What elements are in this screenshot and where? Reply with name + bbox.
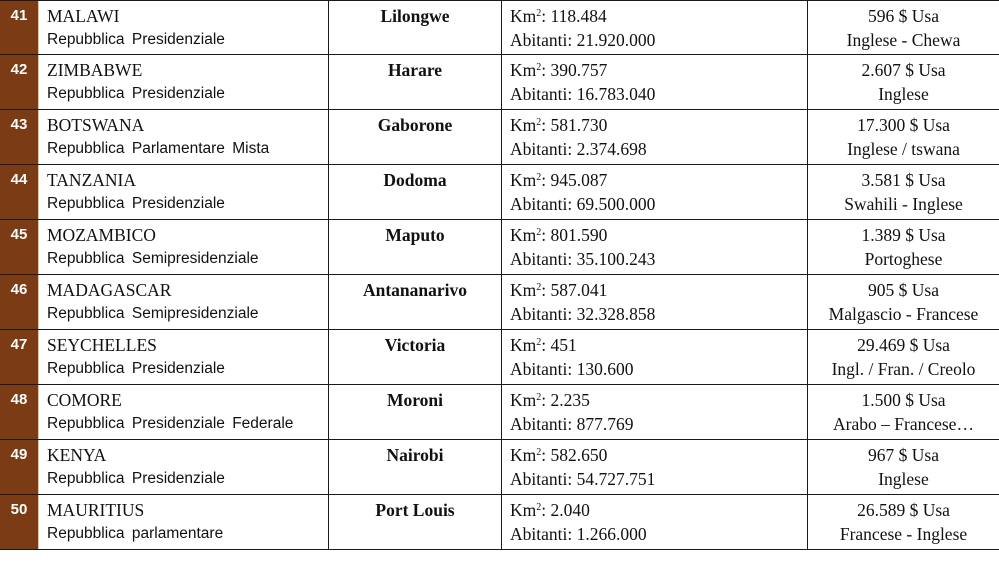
country-name: MAURITIUS [47, 500, 145, 520]
languages: Inglese [878, 469, 929, 489]
government-type: Repubblica Presidenziale [47, 85, 225, 102]
area-prefix: Km [510, 225, 537, 245]
stats-cell [502, 55, 808, 109]
country-cell [39, 330, 329, 384]
info-cell [808, 220, 999, 274]
table-row [0, 55, 999, 110]
row-number: 47 [0, 330, 39, 384]
row-number: 43 [0, 110, 39, 164]
stats-cell [502, 1, 808, 54]
info-cell [808, 440, 999, 494]
capital-name: Antananarivo [362, 280, 468, 300]
capital-cell [329, 220, 502, 274]
row-number: 49 [0, 440, 39, 494]
table-row [0, 220, 999, 275]
gdp-per-capita: 905 $ Usa [868, 280, 939, 300]
area-line [510, 223, 807, 247]
country-name: MALAWI [47, 6, 120, 26]
area-prefix: Km [510, 115, 537, 135]
area-superscript: 2 [536, 62, 542, 73]
country-cell [39, 440, 329, 494]
area-separator: : [541, 60, 551, 80]
capital-name: Maputo [385, 225, 445, 245]
stats-cell [502, 110, 808, 164]
capital-cell [329, 275, 502, 329]
info-cell [808, 275, 999, 329]
area-superscript: 2 [536, 282, 542, 293]
area-value: 390.757 [550, 60, 608, 80]
government-type: Repubblica Presidenziale [47, 31, 225, 48]
capital-cell [329, 440, 502, 494]
table-row [0, 385, 999, 440]
table-row [0, 110, 999, 165]
capital-name: Moroni [386, 390, 444, 410]
area-superscript: 2 [536, 117, 542, 128]
government-type: Repubblica Presidenziale [47, 195, 225, 212]
stats-cell [502, 385, 808, 439]
area-superscript: 2 [536, 447, 542, 458]
languages: Malgascio - Francese [828, 304, 979, 324]
population: Abitanti: 21.920.000 [510, 30, 656, 50]
population: Abitanti: 69.500.000 [510, 194, 656, 214]
languages: Portoghese [864, 249, 943, 269]
table-row [0, 165, 999, 220]
area-prefix: Km [510, 500, 537, 520]
country-cell [39, 220, 329, 274]
population: Abitanti: 877.769 [510, 414, 634, 434]
info-cell [808, 330, 999, 384]
area-superscript: 2 [536, 172, 542, 183]
languages: Inglese / tswana [847, 139, 960, 159]
area-prefix: Km [510, 60, 537, 80]
population: Abitanti: 32.328.858 [510, 304, 656, 324]
population: Abitanti: 2.374.698 [510, 139, 647, 159]
area-value: 118.484 [550, 6, 607, 26]
area-line [510, 333, 807, 357]
capital-name: Victoria [384, 335, 446, 355]
gdp-per-capita: 17.300 $ Usa [857, 115, 950, 135]
government-type: Repubblica Semipresidenziale [47, 305, 259, 322]
languages: Arabo – Francese… [833, 414, 974, 434]
row-number: 41 [0, 1, 39, 54]
government-type: Repubblica Semipresidenziale [47, 250, 259, 267]
table-row [0, 0, 999, 55]
capital-cell [329, 385, 502, 439]
area-superscript: 2 [536, 227, 542, 238]
area-prefix: Km [510, 280, 537, 300]
area-value: 587.041 [550, 280, 608, 300]
gdp-per-capita: 1.389 $ Usa [861, 225, 946, 245]
area-superscript: 2 [536, 8, 542, 19]
area-separator: : [541, 225, 551, 245]
population: Abitanti: 130.600 [510, 359, 634, 379]
government-type: Repubblica parlamentare [47, 525, 224, 542]
area-superscript: 2 [536, 502, 542, 513]
country-name: MADAGASCAR [47, 280, 172, 300]
area-separator: : [541, 445, 551, 465]
area-separator: : [541, 280, 551, 300]
stats-cell [502, 440, 808, 494]
country-name: SEYCHELLES [47, 335, 157, 355]
capital-name: Port Louis [375, 500, 455, 520]
table-row [0, 495, 999, 550]
area-prefix: Km [510, 335, 537, 355]
country-cell [39, 495, 329, 549]
country-name: MOZAMBICO [47, 225, 156, 245]
stats-cell [502, 275, 808, 329]
gdp-per-capita: 26.589 $ Usa [857, 500, 950, 520]
country-name: COMORE [47, 390, 122, 410]
area-separator: : [541, 335, 551, 355]
capital-cell [329, 495, 502, 549]
capital-name: Dodoma [383, 170, 447, 190]
area-value: 451 [550, 335, 577, 355]
country-cell [39, 110, 329, 164]
info-cell [808, 385, 999, 439]
population: Abitanti: 35.100.243 [510, 249, 656, 269]
table-row [0, 330, 999, 385]
gdp-per-capita: 596 $ Usa [868, 6, 939, 26]
area-line [510, 168, 807, 192]
population: Abitanti: 16.783.040 [510, 84, 656, 104]
row-number: 50 [0, 495, 39, 549]
capital-name: Lilongwe [380, 6, 450, 26]
info-cell [808, 165, 999, 219]
area-line [510, 443, 807, 467]
gdp-per-capita: 29.469 $ Usa [857, 335, 950, 355]
area-separator: : [541, 500, 551, 520]
capital-name: Nairobi [386, 445, 444, 465]
area-prefix: Km [510, 390, 537, 410]
capital-name: Harare [387, 60, 443, 80]
government-type: Repubblica Presidenziale Federale [47, 415, 294, 432]
area-separator: : [541, 390, 551, 410]
stats-cell [502, 330, 808, 384]
stats-cell [502, 165, 808, 219]
country-name: BOTSWANA [47, 115, 145, 135]
gdp-per-capita: 2.607 $ Usa [861, 60, 946, 80]
area-separator: : [541, 115, 551, 135]
country-cell [39, 1, 329, 54]
stats-cell [502, 495, 808, 549]
country-cell [39, 165, 329, 219]
area-separator: : [541, 6, 551, 26]
population: Abitanti: 54.727.751 [510, 469, 656, 489]
area-line [510, 388, 807, 412]
capital-cell [329, 55, 502, 109]
gdp-per-capita: 3.581 $ Usa [861, 170, 946, 190]
area-value: 2.040 [550, 500, 590, 520]
area-value: 581.730 [550, 115, 608, 135]
row-number: 42 [0, 55, 39, 109]
info-cell [808, 1, 999, 54]
government-type: Repubblica Presidenziale [47, 470, 225, 487]
government-type: Repubblica Presidenziale [47, 360, 225, 377]
area-prefix: Km [510, 6, 537, 26]
government-type: Repubblica Parlamentare Mista [47, 140, 270, 157]
gdp-per-capita: 967 $ Usa [868, 445, 939, 465]
country-name: KENYA [47, 445, 107, 465]
country-cell [39, 275, 329, 329]
country-name: TANZANIA [47, 170, 136, 190]
area-value: 801.590 [550, 225, 608, 245]
languages: Swahili - Inglese [844, 194, 963, 214]
languages: Inglese [878, 84, 929, 104]
row-number: 48 [0, 385, 39, 439]
population: Abitanti: 1.266.000 [510, 524, 647, 544]
capital-name: Gaborone [377, 115, 453, 135]
languages: Francese - Inglese [839, 524, 968, 544]
country-cell [39, 385, 329, 439]
area-line [510, 113, 807, 137]
country-name: ZIMBABWE [47, 60, 143, 80]
area-value: 945.087 [550, 170, 608, 190]
languages: Ingl. / Fran. / Creolo [831, 359, 976, 379]
area-line [510, 278, 807, 302]
area-superscript: 2 [536, 337, 542, 348]
area-superscript: 2 [536, 392, 542, 403]
languages: Inglese - Chewa [846, 30, 961, 50]
area-line [510, 4, 807, 28]
stats-cell [502, 220, 808, 274]
row-number: 44 [0, 165, 39, 219]
info-cell [808, 495, 999, 549]
row-number: 46 [0, 275, 39, 329]
area-value: 2.235 [550, 390, 590, 410]
area-prefix: Km [510, 170, 537, 190]
info-cell [808, 55, 999, 109]
gdp-per-capita: 1.500 $ Usa [861, 390, 946, 410]
capital-cell [329, 110, 502, 164]
table-row [0, 275, 999, 330]
area-separator: : [541, 170, 551, 190]
capital-cell [329, 330, 502, 384]
info-cell [808, 110, 999, 164]
area-value: 582.650 [550, 445, 608, 465]
country-cell [39, 55, 329, 109]
table-row [0, 440, 999, 495]
area-prefix: Km [510, 445, 537, 465]
capital-cell [329, 165, 502, 219]
row-number: 45 [0, 220, 39, 274]
capital-cell [329, 1, 502, 54]
area-line [510, 498, 807, 522]
area-line [510, 58, 807, 82]
